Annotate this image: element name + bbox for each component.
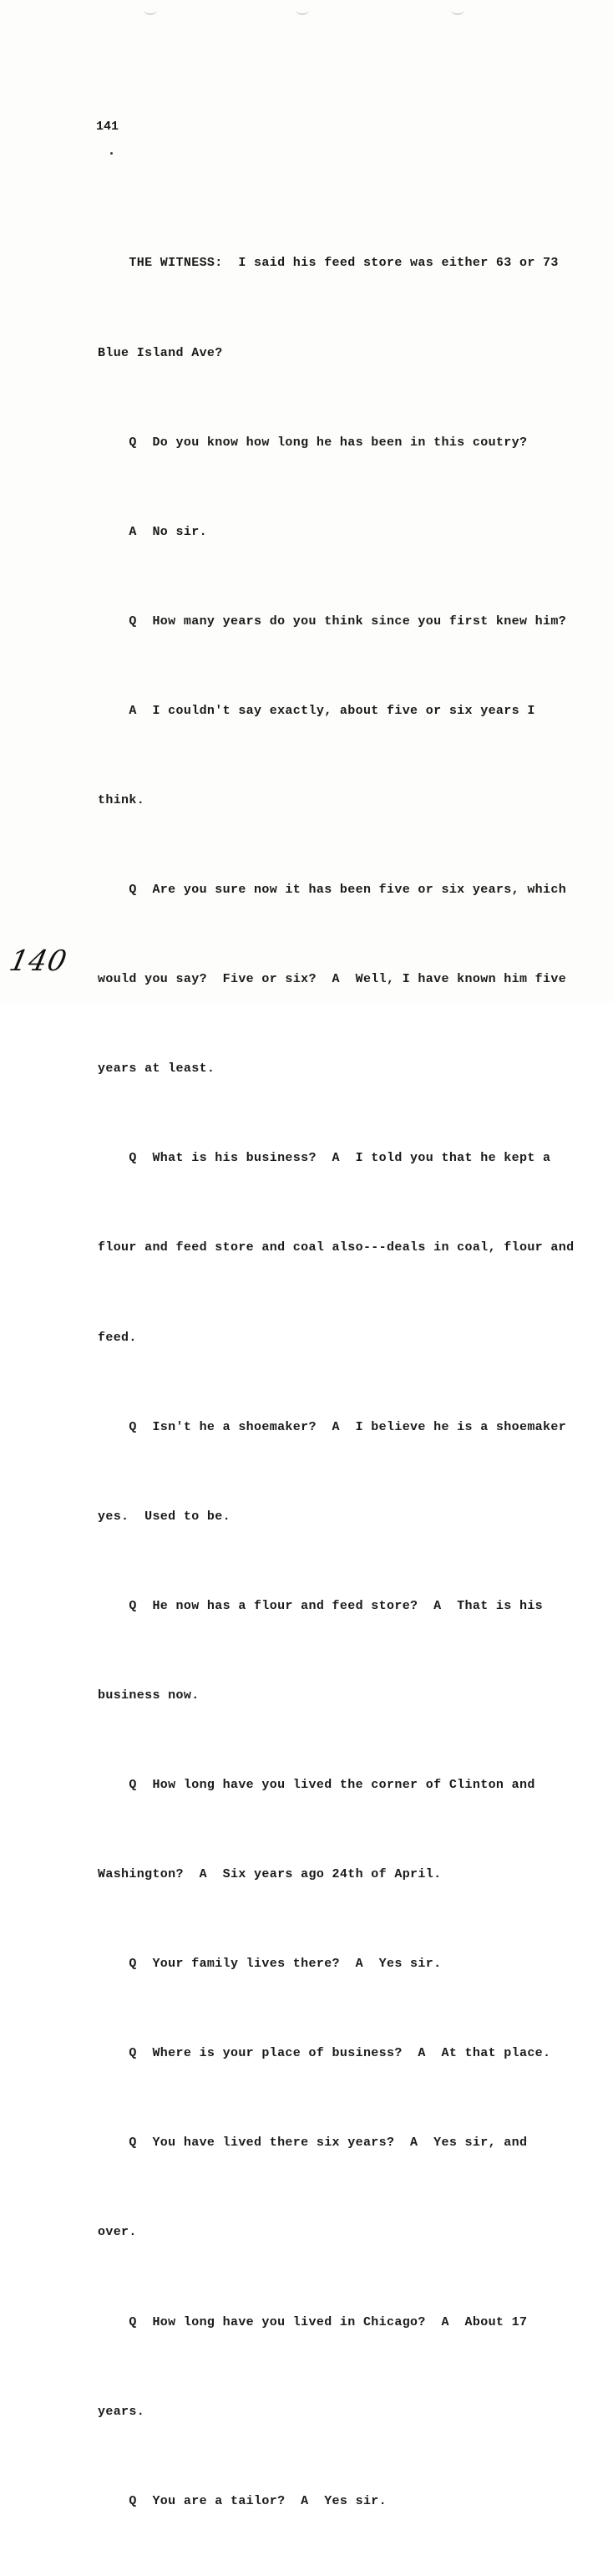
- transcript-line: feed.: [98, 1330, 137, 1345]
- transcript-line: business now.: [98, 1688, 200, 1703]
- transcript-line: Q How long have you lived the corner of Clinton and: [98, 1778, 535, 1792]
- transcript-line: think.: [98, 792, 145, 807]
- transcript-line: Q Isn't he a shoemaker? A I believe he is a shoemaker: [98, 1419, 567, 1434]
- transcript-line: Q Do you know how long he has been in this coutry?: [98, 435, 528, 450]
- transcript-line: Q Are you sure now it has been five or six years, which: [98, 883, 567, 898]
- transcript-line: Q Where is your place of business? A At that place.: [98, 2046, 551, 2061]
- transcript-line: years.: [98, 2404, 145, 2419]
- transcript-line: A No sir.: [98, 524, 207, 539]
- transcript-line: Q You have lived there six years? A Yes sir, and: [98, 2136, 528, 2151]
- transcript-line: over.: [98, 2225, 137, 2240]
- punch-hole-mark: [451, 5, 464, 15]
- transcript-line: years at least.: [98, 1061, 215, 1077]
- page-number: 141: [96, 120, 119, 134]
- transcript-body: [98, 189, 590, 2576]
- ink-dot: [110, 152, 113, 155]
- transcript-line: Q You are a tailor? A Yes sir.: [98, 2493, 388, 2508]
- transcript-line: Q He now has a flour and feed store? A That is his: [98, 1598, 544, 1613]
- punch-hole-mark: [296, 5, 309, 15]
- transcript-line: Q How long have you lived in Chicago? A About 17: [98, 2314, 528, 2329]
- transcript-line: flour and feed store and coal also---deals in coal, flour and: [98, 1240, 575, 1255]
- transcript-line: Blue Island Ave?: [98, 345, 223, 360]
- transcript-line: would you say? Five or six? A Well, I have known him five: [98, 972, 567, 987]
- transcript-line: A I couldn't say exactly, about five or six years I: [98, 703, 535, 718]
- transcript-line: THE WITNESS: I said his feed store was either 63 or 73: [98, 256, 559, 271]
- handwritten-page-number: 140: [6, 944, 71, 978]
- transcript-line: Q What is his business? A I told you that he kept a: [98, 1151, 551, 1166]
- transcript-line: Q How many years do you think since you first knew him?: [98, 613, 567, 629]
- punch-hole-mark: [144, 5, 157, 15]
- transcript-line: Washington? A Six years ago 24th of April.: [98, 1867, 442, 1882]
- transcript-line: yes. Used to be.: [98, 1509, 231, 1524]
- transcript-line: Q Your family lives there? A Yes sir.: [98, 1957, 442, 1972]
